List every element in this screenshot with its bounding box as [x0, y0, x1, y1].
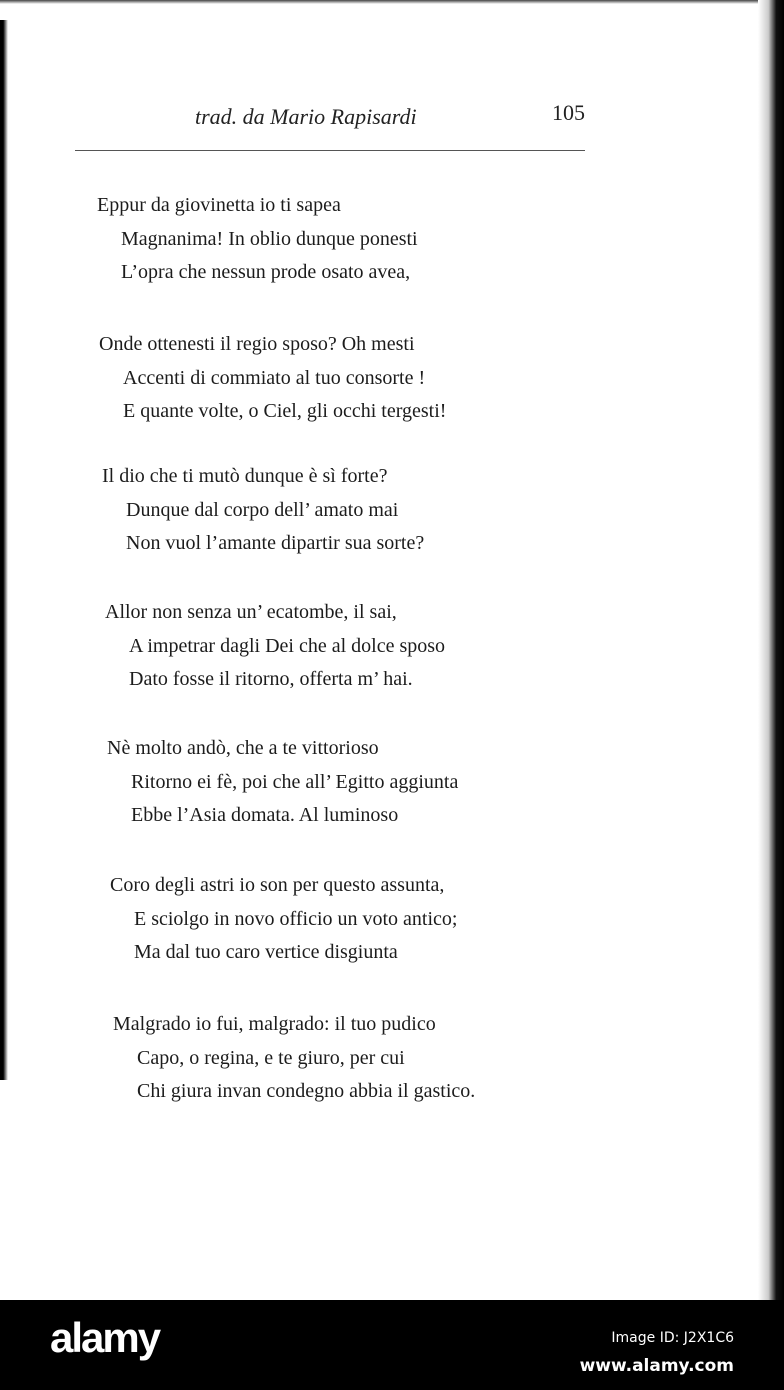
verse-line: Chi giura invan condegno abbia il gastico. — [137, 1080, 476, 1102]
verse-line: Non vuol l’amante dipartir sua sorte? — [126, 532, 425, 554]
alamy-logo: alamy — [50, 1314, 160, 1361]
verse-line: Accenti di commiato al tuo consorte ! — [123, 367, 426, 389]
scan-edge-top — [0, 0, 784, 4]
page-number: 105 — [552, 100, 585, 125]
verse-line: E quante volte, o Ciel, gli occhi tergesti! — [123, 400, 447, 422]
verse-line: Coro degli astri io son per questo assunta, — [110, 874, 445, 896]
verse-line: Il dio che ti mutò dunque è sì forte? — [102, 465, 388, 487]
scan-edge-right — [758, 0, 784, 1300]
verse-line: Nè molto andò, che a te vittorioso — [107, 737, 379, 759]
verse-line: Allor non senza un’ ecatombe, il sai, — [105, 601, 397, 623]
watermark-bar — [0, 1300, 784, 1390]
image-id: Image ID: J2X1C6 — [611, 1330, 734, 1346]
verse-line: Ritorno ei fè, poi che all’ Egitto aggiunta — [131, 771, 459, 793]
verse-line: Ma dal tuo caro vertice disgiunta — [134, 941, 398, 963]
verse-line: Ebbe l’Asia domata. Al luminoso — [131, 804, 399, 826]
verse-line: Capo, o regina, e te giuro, per cui — [137, 1047, 405, 1069]
verse-line: Onde ottenesti il regio sposo? Oh mesti — [99, 333, 415, 355]
verse-line: Dunque dal corpo dell’ amato mai — [126, 499, 399, 521]
verse-line: Eppur da giovinetta io ti sapea — [97, 194, 341, 216]
verse-line: A impetrar dagli Dei che al dolce sposo — [129, 635, 446, 657]
running-title: trad. da Mario Rapisardi — [195, 104, 417, 129]
verse-line: Dato fosse il ritorno, offerta m’ hai. — [129, 668, 413, 690]
verse-line: Malgrado io fui, malgrado: il tuo pudico — [113, 1013, 436, 1035]
verse-line: E sciolgo in novo officio un voto antico; — [134, 908, 458, 930]
header-rule — [75, 150, 585, 151]
scan-edge-left — [0, 20, 8, 1080]
watermark-url: www.alamy.com — [579, 1356, 734, 1376]
verse-line: L’opra che nessun prode osato avea, — [121, 261, 411, 283]
verse-line: Magnanima! In oblio dunque ponesti — [121, 228, 418, 250]
